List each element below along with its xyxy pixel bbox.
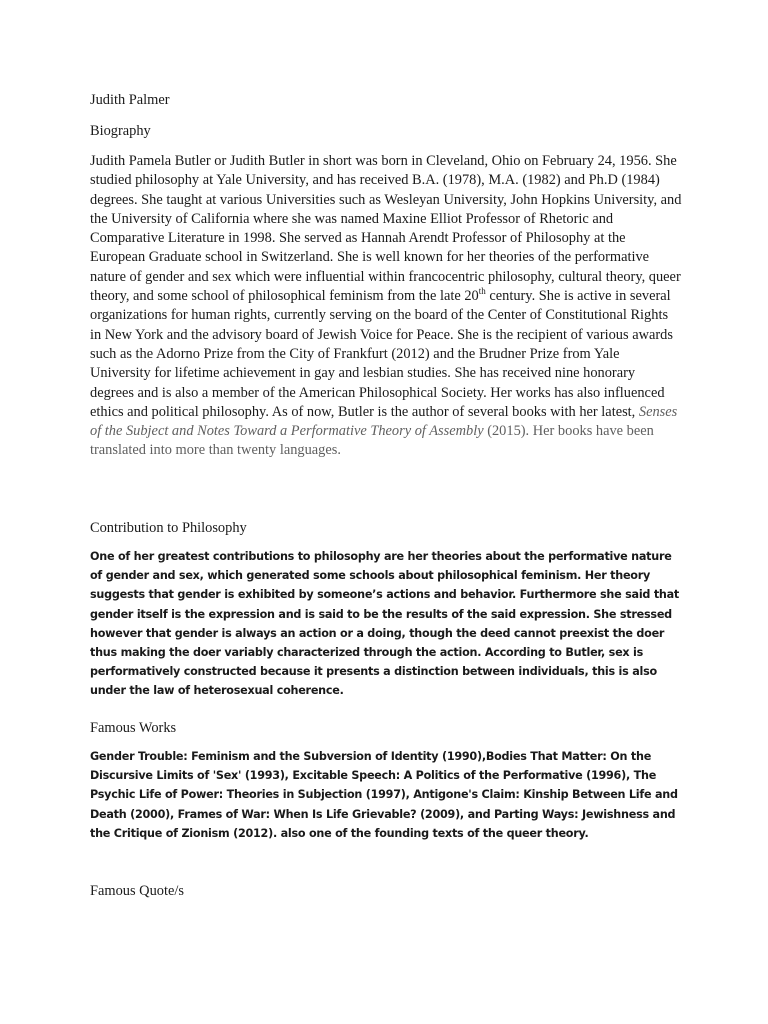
biography-heading: Biography <box>90 123 151 139</box>
biography-text-part-2: century. She is active in several organizations for human rights, currently serving on the board of the Center of Constitutional Rights in New York and the advisory board of Jewish Voice for Peace. She is the recipient of various awards such as the Adorno Prize from the City of Frankfurt (2012) and the Brudner Prize from Yale University for lifetime achievement in gay and lesbian studies. She has received nine honorary degrees and is also a member of the American Philosophical Society. Her works has also influenced ethics and political philosophy. As of now, Butler is the author of several books with her latest, <box>90 288 673 420</box>
famous-works-paragraph: Gender Trouble: Feminism and the Subversion of Identity (1990),Bodies That Matter: On the Discursive Limits of 'Sex' (1993), Excitable Speech: A Politics of the Performative (1996), The Psychic Life of Power: Theories in Subjection (1997), Antigone's Claim: Kinship Between Life and Death (2000), Frames of War: When Is Life Grievable? (2009), and Parting Ways: Jewishness and the Critique of Zionism (2012). also one of the founding texts of the queer theory. <box>90 750 678 840</box>
book-title: Senses of the Subject and Notes Toward a Performative Theory of Assembly <box>90 403 678 440</box>
contribution-paragraph: One of her greatest contributions to philosophy are her theories about the performative nature of gender and sex, which generated some schools about philosophical feminism. Her theory suggests that gender is exhibited by someone’s actions and behavior. Furthermore she said that gender itself is the expression and is said to be the results of the said expression. She stressed however that gender is always an action or a doing, though the deed cannot preexist the doer thus making the doer variably characterized through the action. According to Butler, sex is performatively constructed because it presents a distinction between individuals, this is also under the law of heterosexual coherence. <box>90 550 680 698</box>
biography-text-part-1: Judith Pamela Butler or Judith Butler in short was born in Cleveland, Ohio on February 24, 1956. She studied philosophy at Yale University, and has received B.A. (1978), M.A. (1982) and Ph.D (1984) degrees. She taught at various Universities such as Wesleyan University, John Hopkins University, and the University of California where she was named Maxine Elliot Professor of Rhetoric and Comparative Literature in 1998. She served as Hannah Arendt Professor of Philosophy at the European Graduate school in Switzerland. She is well known for her theories of the performative nature of gender and sex which were influential within francocentric philosophy, cultural theory, queer theory, and some school of philosophical feminism from the late 20 <box>90 153 682 305</box>
famous-quotes-heading: Famous Quote/s <box>90 883 184 899</box>
superscript-th: th <box>478 286 486 297</box>
author-name: Judith Palmer <box>90 92 170 108</box>
biography-paragraph <box>90 152 682 461</box>
contribution-heading: Contribution to Philosophy <box>90 520 247 536</box>
biography-text-end: (2015). Her books have been translated into more than twenty languages. <box>90 423 654 459</box>
famous-works-heading: Famous Works <box>90 720 177 736</box>
